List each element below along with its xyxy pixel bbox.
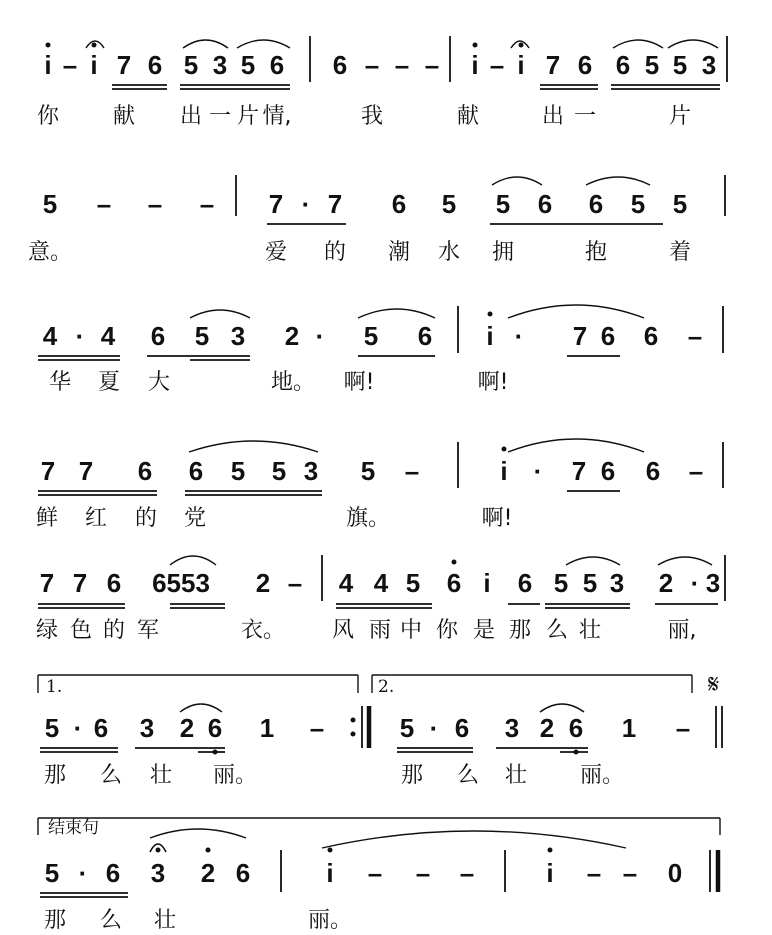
note-numeral: 0: [667, 858, 683, 888]
ending-phrase-label: 结束句: [48, 818, 99, 838]
octave-dot: [473, 43, 478, 48]
note-numeral: 5: [183, 50, 199, 80]
note-numeral: 3: [609, 568, 625, 598]
slur: [190, 310, 250, 318]
lyric-syllable: 鲜: [35, 506, 59, 531]
lyric-syllable: 么: [99, 908, 123, 933]
octave-dot: [92, 43, 97, 48]
lyric-syllable: 出: [541, 104, 565, 129]
slur: [189, 441, 318, 452]
note-numeral: 6: [105, 858, 121, 888]
note-numeral: 5: [44, 858, 60, 888]
note-numeral: 5: [672, 50, 688, 80]
note-numeral: 6: [150, 321, 166, 351]
dash-sustain: –: [459, 858, 475, 888]
note-numeral: 4: [42, 321, 58, 351]
lyric-syllable: 壮: [504, 763, 528, 788]
dash-sustain: –: [489, 50, 505, 80]
lyric-syllable: 那: [43, 763, 67, 788]
note-numeral: 7: [545, 50, 561, 80]
octave-dot: [519, 43, 524, 48]
note-numeral: i: [500, 456, 508, 486]
note-numeral: 6: [446, 568, 462, 598]
note-numeral: 5: [363, 321, 379, 351]
dash-sustain: –: [688, 456, 704, 486]
lyric-syllable: 壮: [149, 763, 173, 788]
note-numeral: 7: [571, 456, 587, 486]
lyric-syllable: 潮: [387, 240, 411, 265]
note-numeral: 7: [72, 568, 88, 598]
dash-sustain: –: [199, 189, 215, 219]
slur: [540, 704, 584, 712]
dash-sustain: –: [287, 568, 303, 598]
note-numeral: 7: [572, 321, 588, 351]
note-numeral: i: [483, 568, 491, 598]
dot-augment: ·: [690, 568, 700, 598]
lyric-syllable: 丽。: [579, 763, 625, 788]
lyric-syllable: 片: [668, 104, 692, 129]
lyric-syllable: 那: [508, 618, 532, 643]
note-numeral: i: [44, 50, 52, 80]
volta-1-label: 1.: [46, 677, 63, 697]
note-numeral: 2: [658, 568, 674, 598]
slur: [183, 40, 228, 48]
slur: [668, 40, 718, 48]
note-numeral: 3: [139, 713, 155, 743]
note-numeral: 3: [504, 713, 520, 743]
repeat-dot: [351, 718, 356, 723]
dash-sustain: –: [147, 189, 163, 219]
note-numeral: 6: [417, 321, 433, 351]
note-numeral: i: [486, 321, 494, 351]
note-numeral: 6: [600, 321, 616, 351]
note-numeral: i: [90, 50, 98, 80]
note-numeral: 7: [78, 456, 94, 486]
note-numeral: 6: [93, 713, 109, 743]
lyric-syllable: 意。: [27, 240, 73, 265]
lyric-syllable: 你: [435, 618, 459, 643]
note-numeral: 5: [553, 568, 569, 598]
note-numeral: 2: [200, 858, 216, 888]
lyric-syllable: 的: [102, 618, 126, 643]
lyric-syllable: 我: [360, 104, 384, 129]
note-numeral: 2: [539, 713, 555, 743]
lyric-syllable: 是: [472, 618, 496, 643]
lyric-syllable: 的: [134, 506, 158, 531]
note-numeral: 5: [582, 568, 598, 598]
dash-sustain: –: [622, 858, 638, 888]
note-numeral: 5: [495, 189, 511, 219]
lyric-syllable: 么: [99, 763, 123, 788]
note-numeral: 5: [42, 189, 58, 219]
note-numeral: 3: [701, 50, 717, 80]
lyric-syllable: 抱: [584, 240, 608, 265]
dot-augment: ·: [315, 321, 325, 351]
note-numeral: 7: [39, 568, 55, 598]
note-numeral: 6: [147, 50, 163, 80]
dash-sustain: –: [96, 189, 112, 219]
dash-sustain: –: [394, 50, 410, 80]
note-numeral: 3: [230, 321, 246, 351]
dash-sustain: –: [367, 858, 383, 888]
octave-dot: [206, 848, 211, 853]
note-numeral: i: [326, 858, 334, 888]
lyric-syllable: 的: [323, 240, 347, 265]
dash-sustain: –: [364, 50, 380, 80]
segno-sign: 𝄋: [708, 670, 720, 700]
lyric-syllable: 拥: [491, 240, 515, 265]
note-numeral: 5: [230, 456, 246, 486]
lyric-syllable: 那: [43, 908, 67, 933]
octave-dot: [548, 848, 553, 853]
lyric-syllable: 水: [437, 240, 461, 265]
dash-sustain: –: [415, 858, 431, 888]
lyric-syllable: 中: [399, 618, 423, 643]
dot-augment: ·: [514, 321, 524, 351]
note-numeral: 6: [391, 189, 407, 219]
slur: [566, 557, 620, 565]
note-numeral: 3: [303, 456, 319, 486]
note-numeral: 2: [179, 713, 195, 743]
note-numeral: 2: [284, 321, 300, 351]
note-numeral: 6: [577, 50, 593, 80]
lyric-syllable: 色: [69, 618, 93, 643]
note-numeral: 7: [327, 189, 343, 219]
slur: [358, 309, 435, 318]
slur: [613, 40, 663, 48]
volta-2-label: 2.: [378, 677, 395, 697]
note-numeral: 6: [588, 189, 604, 219]
note-numeral: 5: [405, 568, 421, 598]
dot-augment: ·: [533, 456, 543, 486]
slur: [492, 177, 542, 185]
lyric-syllable: 情,: [262, 104, 292, 129]
lyric-syllable: 华: [48, 370, 72, 395]
lyric-syllable: 丽。: [212, 763, 258, 788]
note-numeral: 4: [338, 568, 354, 598]
lyric-syllable: 夏: [97, 370, 121, 395]
lyric-syllable: 丽。: [307, 908, 353, 933]
lyric-syllable: 绿: [35, 618, 59, 643]
note-numeral: 5: [672, 189, 688, 219]
dash-sustain: –: [404, 456, 420, 486]
note-numeral: 6: [188, 456, 204, 486]
octave-dot: [156, 848, 161, 853]
note-numeral: 4: [373, 568, 389, 598]
note-numeral: 6: [517, 568, 533, 598]
dot-augment: ·: [429, 713, 439, 743]
lyric-syllable: 啊!: [343, 370, 375, 395]
lyric-syllable: 你: [36, 104, 60, 129]
slur: [586, 177, 650, 185]
dot-augment: ·: [301, 189, 311, 219]
slur: [150, 829, 246, 838]
lyric-syllable: 献: [456, 104, 480, 129]
lyric-syllable: 党: [183, 506, 207, 531]
note-numeral: 1: [259, 713, 275, 743]
dash-sustain: –: [675, 713, 691, 743]
note-numeral: 4: [100, 321, 116, 351]
repeat-dot: [351, 732, 356, 737]
note-numeral: 5: [399, 713, 415, 743]
lyric-syllable: 大: [147, 370, 171, 395]
dot-augment: ·: [73, 713, 83, 743]
note-numeral: 7: [116, 50, 132, 80]
dot-augment: ·: [78, 858, 88, 888]
dash-sustain: –: [687, 321, 703, 351]
note-numeral: 3: [705, 568, 721, 598]
lyric-syllable: 一: [573, 104, 597, 129]
lyric-syllable: 旗。: [345, 506, 391, 531]
note-numeral: 5: [360, 456, 376, 486]
dash-sustain: –: [424, 50, 440, 80]
octave-dot: [328, 848, 333, 853]
note-numeral: 3: [212, 50, 228, 80]
note-numeral: 6: [645, 456, 661, 486]
note-numeral: 6: [615, 50, 631, 80]
lyric-syllable: 一: [208, 104, 232, 129]
note-numeral: 6: [207, 713, 223, 743]
note-numeral: 3: [150, 858, 166, 888]
note-numeral: i: [546, 858, 554, 888]
octave-dot: [452, 560, 457, 565]
slur: [180, 704, 222, 712]
slur: [237, 40, 290, 48]
lyric-syllable: 风: [331, 618, 355, 643]
note-numeral: 6: [537, 189, 553, 219]
lyric-syllable: 着: [668, 240, 692, 265]
octave-dot: [46, 43, 51, 48]
octave-dot: [502, 447, 507, 452]
note-numeral: 6: [106, 568, 122, 598]
slur: [508, 439, 644, 452]
lyric-syllable: 献: [112, 104, 136, 129]
lyric-syllable: 爱: [264, 240, 288, 265]
slur: [508, 305, 644, 318]
note-numeral: 5: [240, 50, 256, 80]
note-numeral: 5: [630, 189, 646, 219]
lyric-syllable: 衣。: [240, 618, 286, 643]
note-numeral: 1: [621, 713, 637, 743]
lyric-syllable: 啊!: [481, 506, 513, 531]
note-numeral: i: [471, 50, 479, 80]
lyric-syllable: 那: [400, 763, 424, 788]
dash-sustain: –: [309, 713, 325, 743]
note-numeral: 5: [271, 456, 287, 486]
lyric-syllable: 壮: [578, 618, 602, 643]
dash-sustain: –: [586, 858, 602, 888]
note-numeral: 6: [568, 713, 584, 743]
note-numeral: 7: [40, 456, 56, 486]
lyric-syllable: 丽,: [667, 618, 697, 643]
dash-sustain: –: [62, 50, 78, 80]
dot-augment: ·: [75, 321, 85, 351]
slur: [658, 557, 712, 565]
lyric-syllable: 片: [236, 104, 260, 129]
slur: [170, 556, 216, 565]
slur: [322, 831, 626, 848]
lyric-syllable: 壮: [153, 908, 177, 933]
note-numeral: 5: [441, 189, 457, 219]
lyric-syllable: 么: [456, 763, 480, 788]
note-numeral: 6: [137, 456, 153, 486]
lyric-syllable: 军: [136, 618, 160, 643]
note-numeral: 7: [268, 189, 284, 219]
lyric-syllable: 啊!: [477, 370, 509, 395]
note-numeral: 2: [255, 568, 271, 598]
note-numeral: 6: [643, 321, 659, 351]
lyric-syllable: 出: [179, 104, 203, 129]
note-numeral: 5: [644, 50, 660, 80]
lyric-syllable: 红: [84, 506, 108, 531]
note-numeral: 6: [332, 50, 348, 80]
note-numeral: 5: [44, 713, 60, 743]
lyric-syllable: 么: [545, 618, 569, 643]
lyric-syllable: 雨: [368, 618, 392, 643]
lyric-syllable: 地。: [270, 370, 316, 395]
note-numeral: 6: [454, 713, 470, 743]
note-numeral: 6: [269, 50, 285, 80]
octave-dot: [488, 312, 493, 317]
note-numeral: 6553: [152, 568, 210, 598]
note-numeral: 6: [600, 456, 616, 486]
note-numeral: 6: [235, 858, 251, 888]
note-numeral: 5: [194, 321, 210, 351]
note-numeral: i: [517, 50, 525, 80]
